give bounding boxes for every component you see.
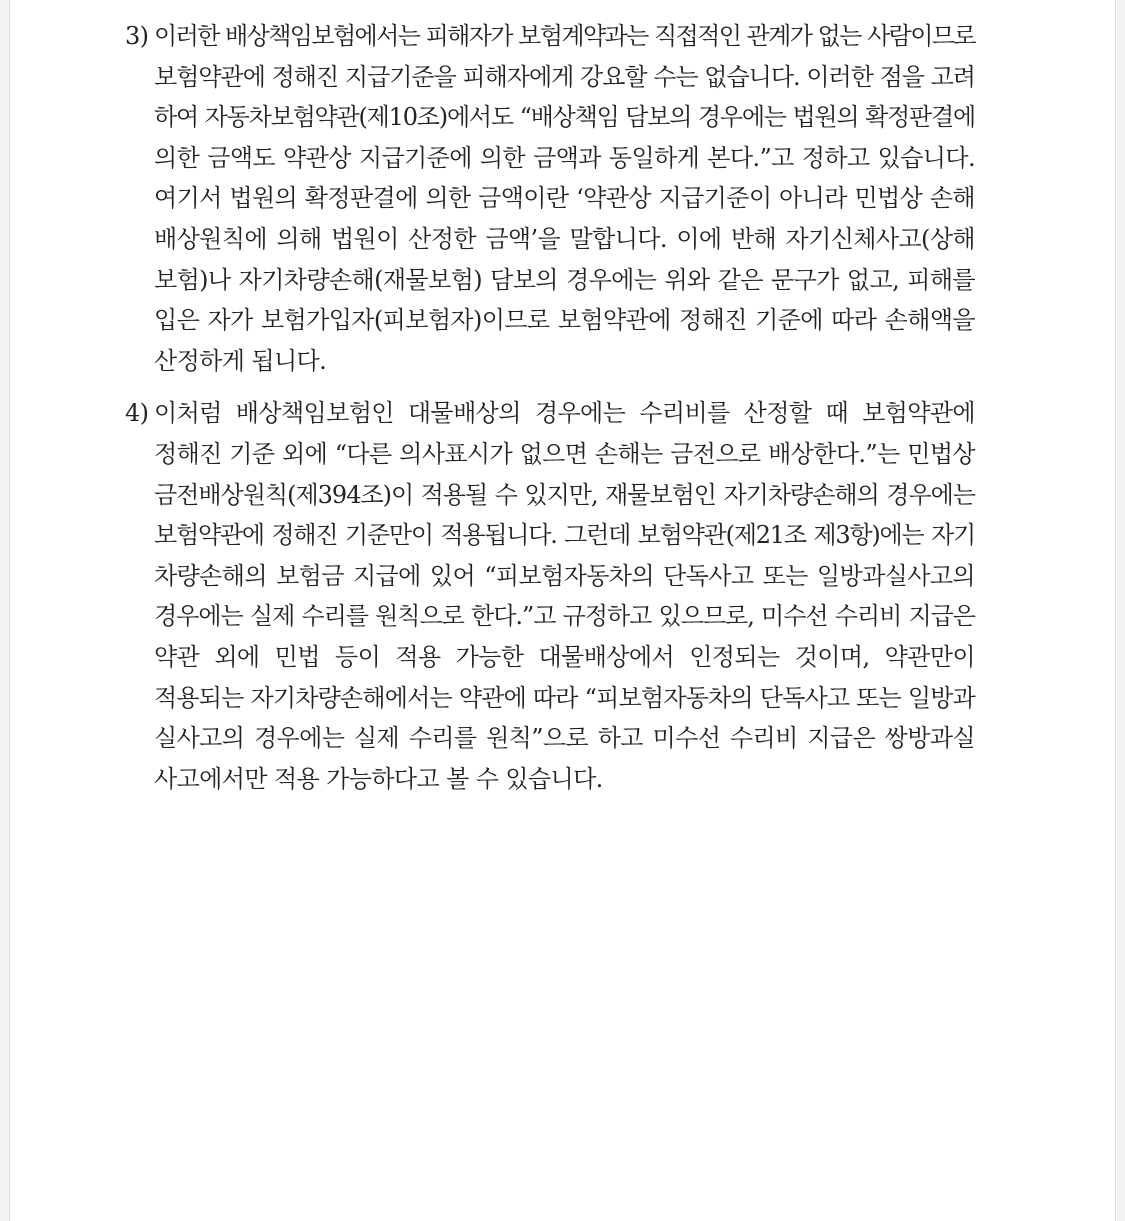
text-line: 실사고의 경우에는 실제 수리를 원칙”으로 하고 미수선 수리비 지급은 쌍방과실 (154, 724, 975, 753)
text-line: 의한 금액도 약관상 지급기준에 의한 금액과 동일하게 본다.”고 정하고 있습니다. (154, 143, 975, 172)
text-line: 보험약관에 정해진 기준만이 적용됩니다. 그런데 보험약관(제21조 제3항)에는 자기 (154, 521, 975, 550)
list-item-3 (125, 16, 975, 381)
item-number: 3) (125, 22, 149, 50)
text-line: 보험약관에 정해진 지급기준을 피해자에게 강요할 수는 없습니다. 이러한 점을 고려 (154, 62, 975, 91)
text-line: 사고에서만 적용 가능하다고 볼 수 있습니다. (154, 764, 603, 793)
item-number: 4) (125, 399, 149, 428)
text-line: 정해진 기준 외에 “다른 의사표시가 없으면 손해는 금전으로 배상한다.”는 민법상 (154, 439, 975, 468)
text-line: 보험)나 자기차량손해(재물보험) 담보의 경우에는 위와 같은 문구가 없고, 피해를 (154, 265, 975, 294)
text-line: 약관 외에 민법 등이 적용 가능한 대물배상에서 인정되는 것이며, 약관만이 (154, 642, 975, 671)
text-line: 배상원칙에 의해 법원이 산정한 금액’을 말합니다. 이에 반해 자기신체사고(상해 (154, 224, 975, 253)
text-line: 입은 자가 보험가입자(피보험자)이므로 보험약관에 정해진 기준에 따라 손해액을 (154, 306, 975, 335)
text-line: 산정하게 됩니다. (154, 346, 327, 375)
text-line: 하여 자동차보험약관(제10조)에서도 “배상책임 담보의 경우에는 법원의 확정판결에 (154, 103, 975, 132)
text-line: 차량손해의 보험금 지급에 있어 “피보험자동차의 단독사고 또는 일방과실사고의 (154, 561, 975, 590)
text-line: 이러한 배상책임보험에서는 피해자가 보험계약과는 직접적인 관계가 없는 사람이므로 (154, 22, 975, 50)
text-line: 경우에는 실제 수리를 원칙으로 한다.”고 규정하고 있으므로, 미수선 수리비 지급은 (154, 602, 975, 631)
document-page (9, 0, 1116, 1221)
text-line: 금전배상원칙(제394조)이 적용될 수 있지만, 재물보험인 자기차량손해의 경우에는 (154, 480, 975, 509)
text-line: 여기서 법원의 확정판결에 의한 금액이란 ‘약관상 지급기준이 아니라 민법상 손해 (154, 184, 975, 213)
document-body (125, 16, 975, 799)
text-line: 이처럼 배상책임보험인 대물배상의 경우에는 수리비를 산정할 때 보험약관에 (154, 399, 975, 428)
list-item-4 (125, 393, 975, 799)
text-line: 적용되는 자기차량손해에서는 약관에 따라 “피보험자동차의 단독사고 또는 일방과 (154, 683, 975, 712)
